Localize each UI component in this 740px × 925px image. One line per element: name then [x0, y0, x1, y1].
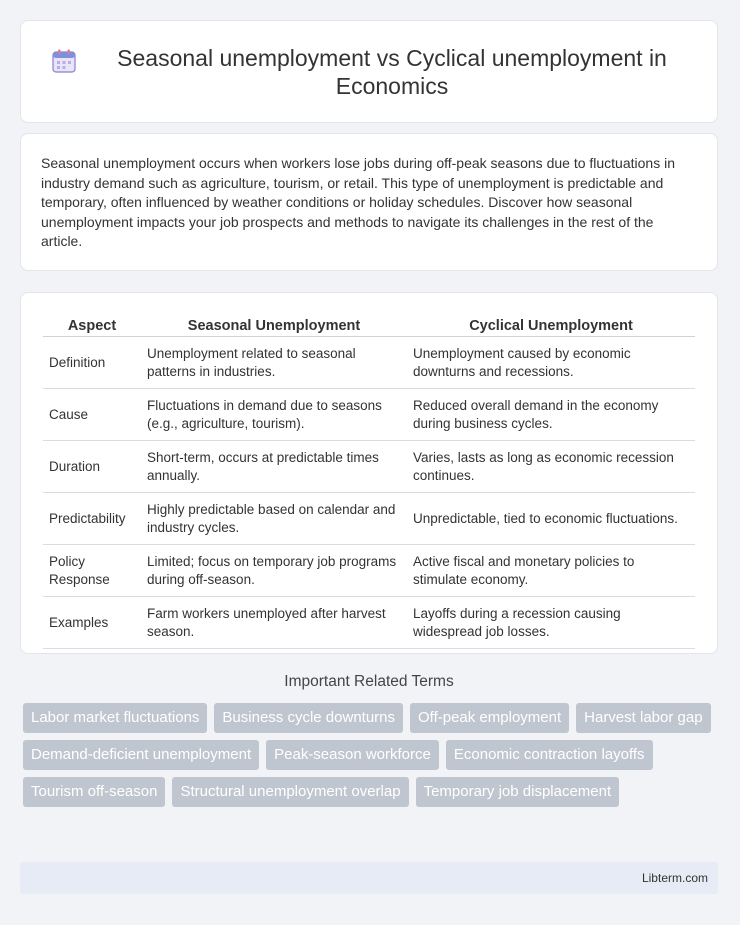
related-term-tag[interactable]: Labor market fluctuations	[23, 703, 207, 733]
intro-card	[20, 133, 718, 271]
table-row	[43, 389, 695, 441]
row-aspect-cell: Cause	[43, 389, 141, 441]
seasonal-cell: Highly predictable based on calendar and industry cycles.	[141, 493, 407, 545]
cyclical-cell: Reduced overall demand in the economy during business cycles.	[407, 389, 695, 441]
seasonal-cell: Farm workers unemployed after harvest season.	[141, 597, 407, 649]
page-title: Seasonal unemployment vs Cyclical unemployment in Economics	[117, 44, 667, 99]
related-terms-title: Important Related Terms	[284, 673, 454, 690]
comparison-table	[43, 315, 695, 649]
related-term-tag[interactable]: Tourism off-season	[23, 777, 165, 807]
table-row	[43, 441, 695, 493]
table-row	[43, 493, 695, 545]
row-aspect-cell: Predictability	[43, 493, 141, 545]
seasonal-cell: Limited; focus on temporary job programs during off-season.	[141, 545, 407, 597]
cyclical-cell: Active fiscal and monetary policies to stimulate economy.	[407, 545, 695, 597]
cyclical-cell: Unpredictable, tied to economic fluctuations.	[407, 493, 695, 545]
title-wrap	[21, 44, 717, 100]
related-term-tag[interactable]: Temporary job displacement	[416, 777, 620, 807]
header-card	[20, 20, 718, 123]
table-row	[43, 597, 695, 649]
footer	[20, 862, 718, 894]
related-term-tag[interactable]: Demand-deficient unemployment	[23, 740, 259, 770]
related-term-tag[interactable]: Off-peak employment	[410, 703, 569, 733]
column-header-seasonal: Seasonal Unemployment	[141, 315, 407, 337]
row-aspect-cell: Examples	[43, 597, 141, 649]
seasonal-cell: Fluctuations in demand due to seasons (e.g., agriculture, tourism).	[141, 389, 407, 441]
column-header-aspect: Aspect	[43, 315, 141, 337]
related-terms-tags	[20, 703, 718, 807]
table-row	[43, 337, 695, 389]
related-term-tag[interactable]: Business cycle downturns	[214, 703, 403, 733]
table-row	[43, 545, 695, 597]
related-term-tag[interactable]: Economic contraction layoffs	[446, 740, 653, 770]
footer-site-link[interactable]: Libterm.com	[641, 871, 708, 885]
intro-paragraph: Seasonal unemployment occurs when workers lose jobs during off-peak seasons due to fluctuations in industry demand such as agriculture, tourism, or retail. This type of unemployment is predictable and temporary, often influenced by weather conditions or holiday schedules. Discover how seasonal unemployment impacts your job prospects and methods to navigate its challenges in the rest of the article.	[41, 155, 675, 250]
seasonal-cell: Short-term, occurs at predictable times annually.	[141, 441, 407, 493]
column-header-cyclical: Cyclical Unemployment	[407, 315, 695, 337]
comparison-table-card	[20, 292, 718, 654]
related-terms-section	[20, 673, 718, 807]
seasonal-cell: Unemployment related to seasonal patterns in industries.	[141, 337, 407, 389]
row-aspect-cell: Definition	[43, 337, 141, 389]
related-term-tag[interactable]: Peak-season workforce	[266, 740, 439, 770]
table-header-row	[43, 315, 695, 337]
cyclical-cell: Unemployment caused by economic downturns and recessions.	[407, 337, 695, 389]
related-term-tag[interactable]: Structural unemployment overlap	[172, 777, 408, 807]
cyclical-cell: Varies, lasts as long as economic recession continues.	[407, 441, 695, 493]
calendar-icon	[51, 48, 77, 74]
related-term-tag[interactable]: Harvest labor gap	[576, 703, 710, 733]
row-aspect-cell: Policy Response	[43, 545, 141, 597]
row-aspect-cell: Duration	[43, 441, 141, 493]
cyclical-cell: Layoffs during a recession causing widespread job losses.	[407, 597, 695, 649]
